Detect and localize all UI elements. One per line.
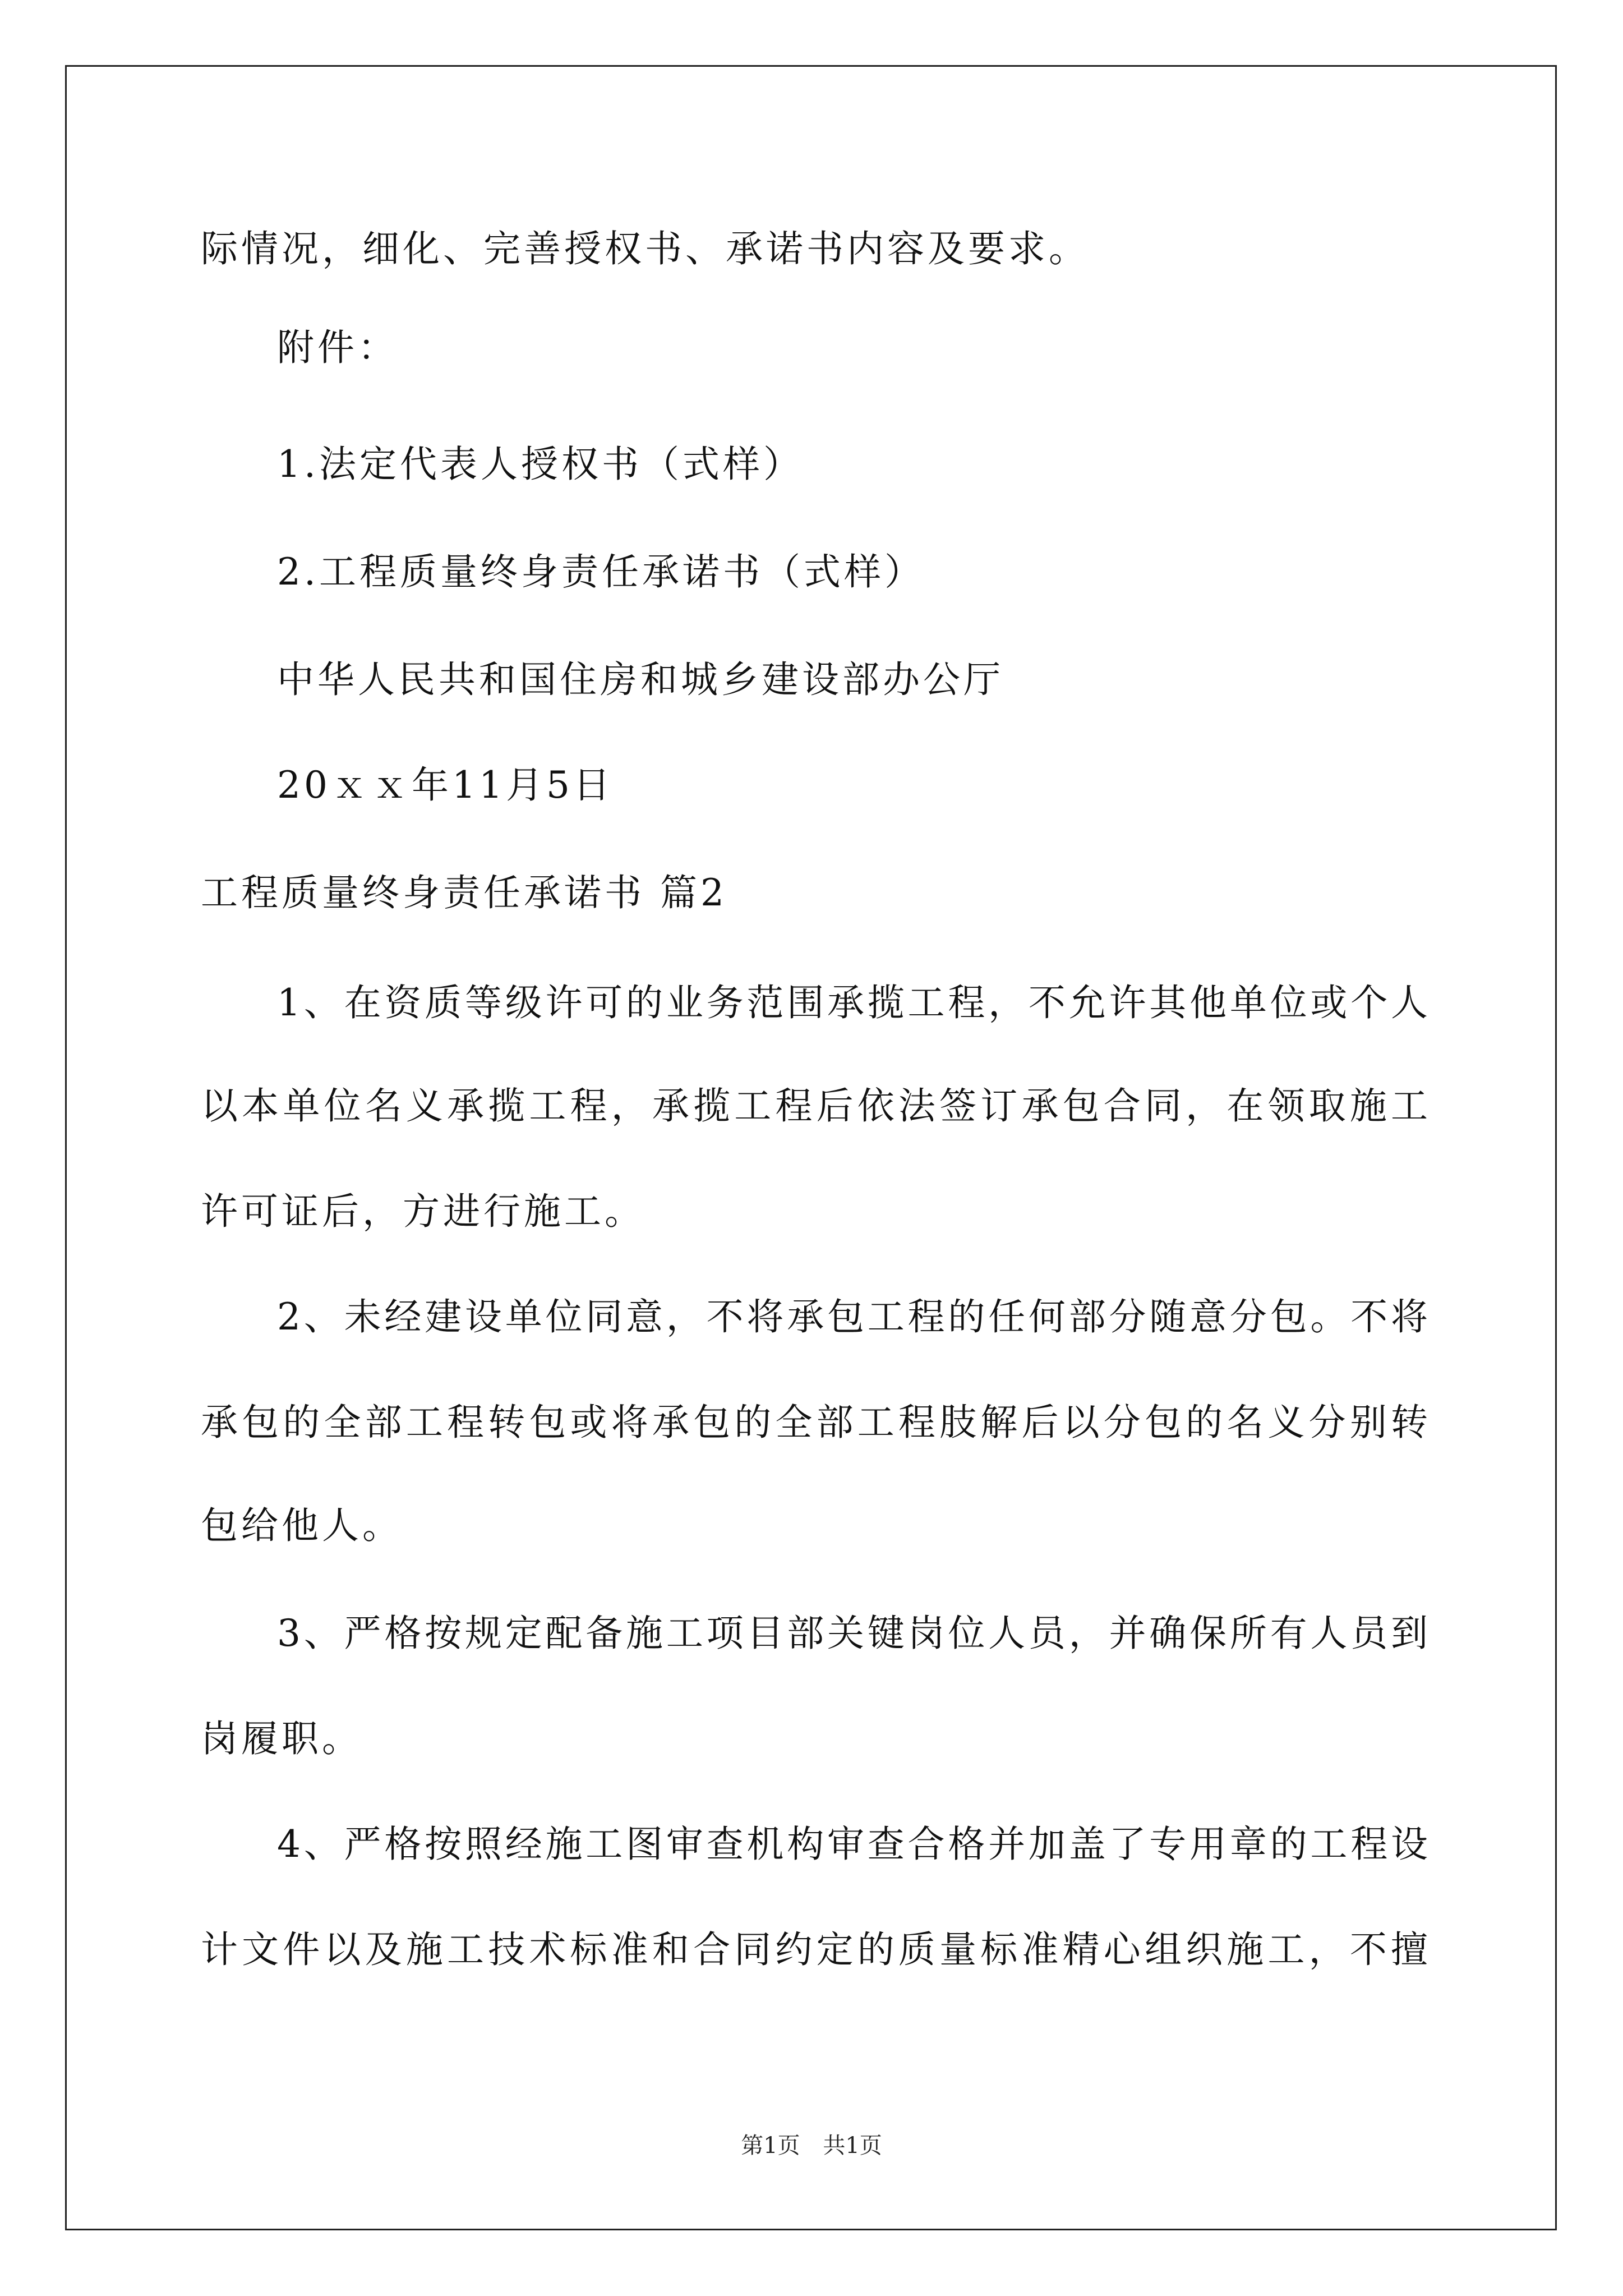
item-2-line-1: 2、未经建设单位同意，不将承包工程的任何部分随意分包。不将 [277,1295,1428,1338]
issue-date: 20ｘｘ年11月5日 [277,763,614,807]
page-number: 第1页 [741,2133,800,2159]
item-1-line-2: 以本单位名义承揽工程，承揽工程后依法签订承包合同，在领取施工 [201,1084,1428,1128]
attachments-heading: 附件： [277,326,398,369]
item-1-line-1: 1、在资质等级许可的业务范围承揽工程，不允许其他单位或个人 [277,981,1428,1024]
page-border [65,65,1557,2230]
attachment-item-1: 1.法定代表人授权书（式样） [277,443,804,486]
item-3-line-2: 岗履职。 [201,1717,362,1760]
section-title: 工程质量终身责任承诺书 篇2 [201,871,727,914]
page-total: 共1页 [823,2133,882,2159]
page-footer [0,2132,1623,2160]
item-4-line-1: 4、严格按照经施工图审查机构审查合格并加盖了专用章的工程设 [277,1823,1428,1866]
item-1-line-3: 许可证后，方进行施工。 [201,1190,645,1233]
item-4-line-2: 计文件以及施工技术标准和合同约定的质量标准精心组织施工，不擅 [201,1928,1428,1971]
attachment-item-2: 2.工程质量终身责任承诺书（式样） [277,550,925,593]
item-2-line-2: 承包的全部工程转包或将承包的全部工程肢解后以分包的名义分别转 [201,1401,1428,1444]
item-2-line-3: 包给他人。 [201,1504,403,1547]
item-3-line-1: 3、严格按规定配备施工项目部关键岗位人员，并确保所有人员到 [277,1612,1428,1655]
issuer-name: 中华人民共和国住房和城乡建设部办公厅 [277,658,1004,701]
paragraph-continuation: 际情况，细化、完善授权书、承诺书内容及要求。 [201,227,1089,270]
